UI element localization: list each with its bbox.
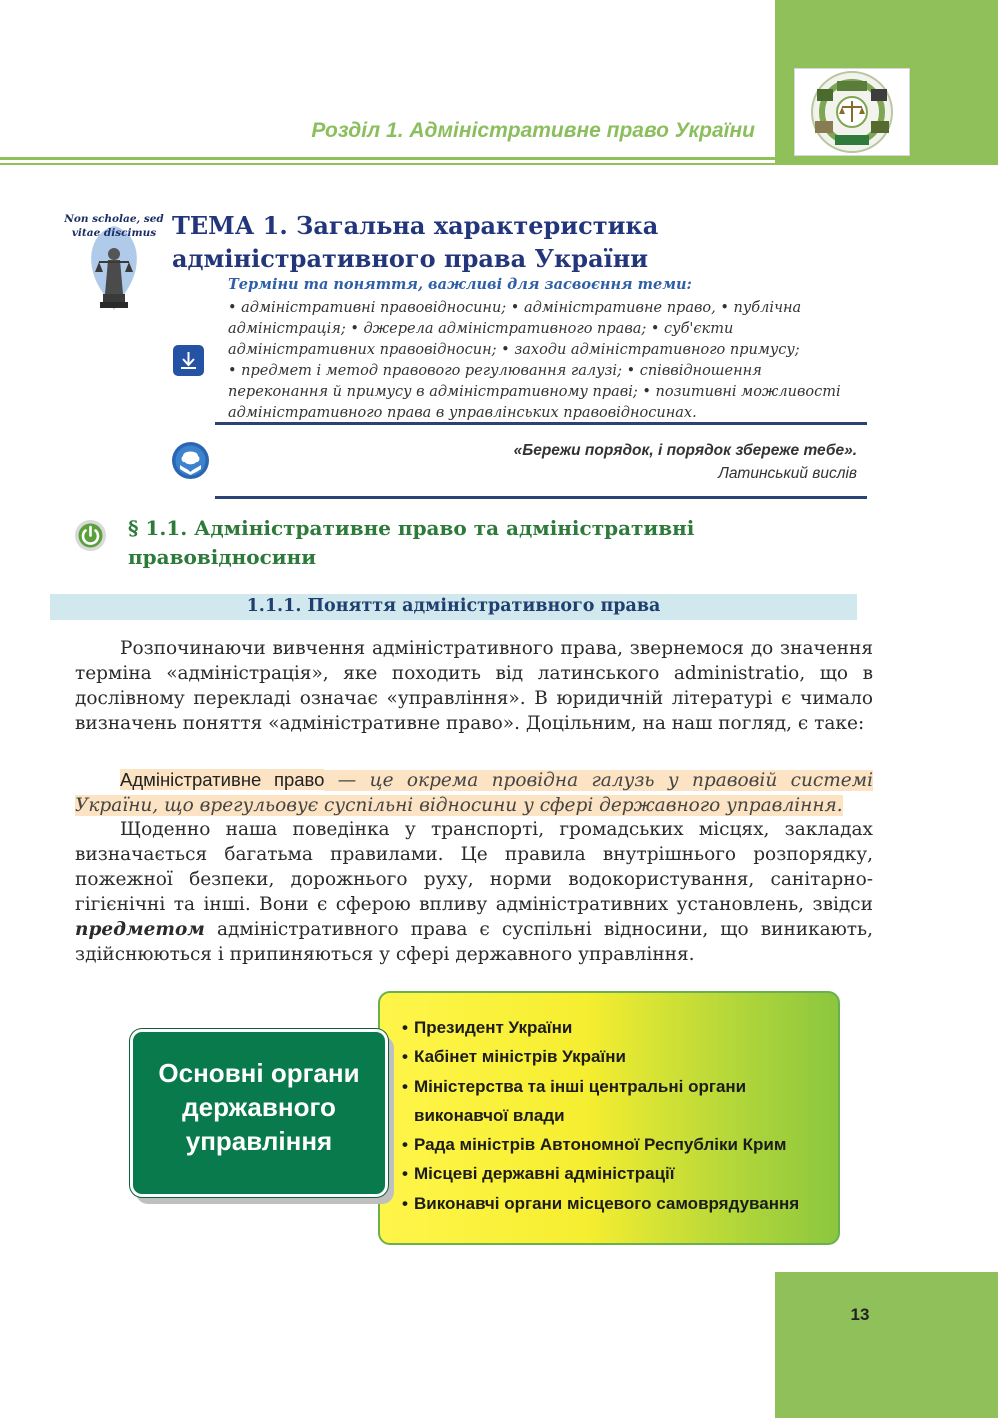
terms-line: • адміністративні правовідносини; • адміністративне право, • публічна (228, 300, 802, 316)
diagram-item: • Міністерства та інші центральні органи (402, 1072, 832, 1101)
quote-divider (215, 496, 867, 499)
law-emblem-icon (794, 68, 910, 156)
topic-title-line1: ТЕМА 1. Загальна характеристика (172, 211, 659, 240)
emphasis-term: предметом (75, 919, 205, 940)
topic-title-line2: адміністративного права України (172, 244, 649, 273)
body-paragraph (75, 817, 873, 967)
definition-paragraph (75, 767, 873, 818)
diagram-item-continuation: виконавчої влади (414, 1105, 565, 1125)
lady-justice-motto-icon (64, 210, 164, 318)
terms-list (228, 298, 868, 424)
footer-green-block (775, 1272, 998, 1418)
body-paragraph: Розпочинаючи вивчення адміністративного права, звернемося до значення терміна «адміністрація», яке походить від латинського administratio, що в дослівному перекладі означає «управління». В юридичній літературі є чимало визначень поняття «адміністративне право». Доцільним, на наш погляд, є таке: (75, 638, 873, 734)
diagram-item: • Кабінет міністрів України (402, 1042, 832, 1071)
definition-term: Адміністративне право (120, 769, 325, 790)
terms-line: • предмет і метод правового регулювання галузі; • співвідношення (228, 363, 762, 379)
diagram-box-title-line: Основні органи (158, 1058, 360, 1088)
diagram-box-title (130, 1056, 388, 1158)
terms-line: адміністрація; • джерела адміністративного права; • суб'єкти (228, 321, 734, 337)
terms-line: адміністративних правовідносин; • заходи адміністративного примусу; (228, 342, 800, 358)
terms-heading: Терміни та поняття, важливі для засвоєння теми: (228, 276, 692, 293)
terms-divider (215, 422, 867, 425)
topic-title (172, 209, 772, 275)
terms-line: адміністративного права в управлінських правовідносинах. (228, 405, 697, 421)
diagram-box-title-line: державного (182, 1092, 336, 1122)
chapter-title: Розділ 1. Адміністративне право України (311, 119, 755, 142)
diagram-item: • Президент України (402, 1013, 832, 1042)
subsection-title: 1.1.1. Поняття адміністративного права (246, 596, 661, 616)
section-title (128, 514, 768, 572)
terms-line: переконання й примусу в адміністративному праві; • позитивні можливості (228, 384, 841, 400)
page-number: 13 (850, 1305, 870, 1324)
section-title-line1: § 1.1. Адміністративне право та адміністративні (128, 516, 695, 540)
diagram-box-title-line: управління (185, 1126, 333, 1156)
motto-line2: vitae discimus (71, 227, 157, 239)
diagram-item: • Рада міністрів Автономної Республіки Крим (402, 1130, 832, 1159)
quote-source: Латинський вислів (718, 465, 857, 482)
section-title-line2: правовідносини (128, 545, 317, 569)
header-divider (0, 157, 775, 160)
diagram-items (402, 1013, 832, 1218)
diagram-item: • Виконавчі органи місцевого самоврядування (402, 1189, 832, 1218)
header-divider-thin (0, 163, 775, 165)
download-icon (173, 345, 204, 376)
body-text: адміністративного права є суспільні відносини, що виникають, здійснюються і припиняються у сфері державного управління. (75, 919, 873, 965)
brain-hands-icon (171, 441, 210, 480)
quote-text: «Бережи порядок, і порядок збереже тебе». (513, 442, 857, 459)
body-text: Щоденно наша поведінка у транспорті, громадських місцях, закладах визначається багатьма правилами. Це правила внутрішнього розпорядку, пожежної безпеки, дорожнього руху, норми водокористування, санітарно-гігієнічні та інші. Вони є сферою впливу адміністративних установлень, звідси (75, 819, 873, 915)
motto-line1: Non scholae, sed (64, 213, 164, 225)
diagram-item: • Місцеві державні адміністрації (402, 1159, 832, 1188)
power-icon (74, 519, 107, 552)
definition-text: — це окрема провідна галузь у правовій системі України, що врегульовує суспільні відносини у сфері державного управління. (75, 770, 873, 816)
